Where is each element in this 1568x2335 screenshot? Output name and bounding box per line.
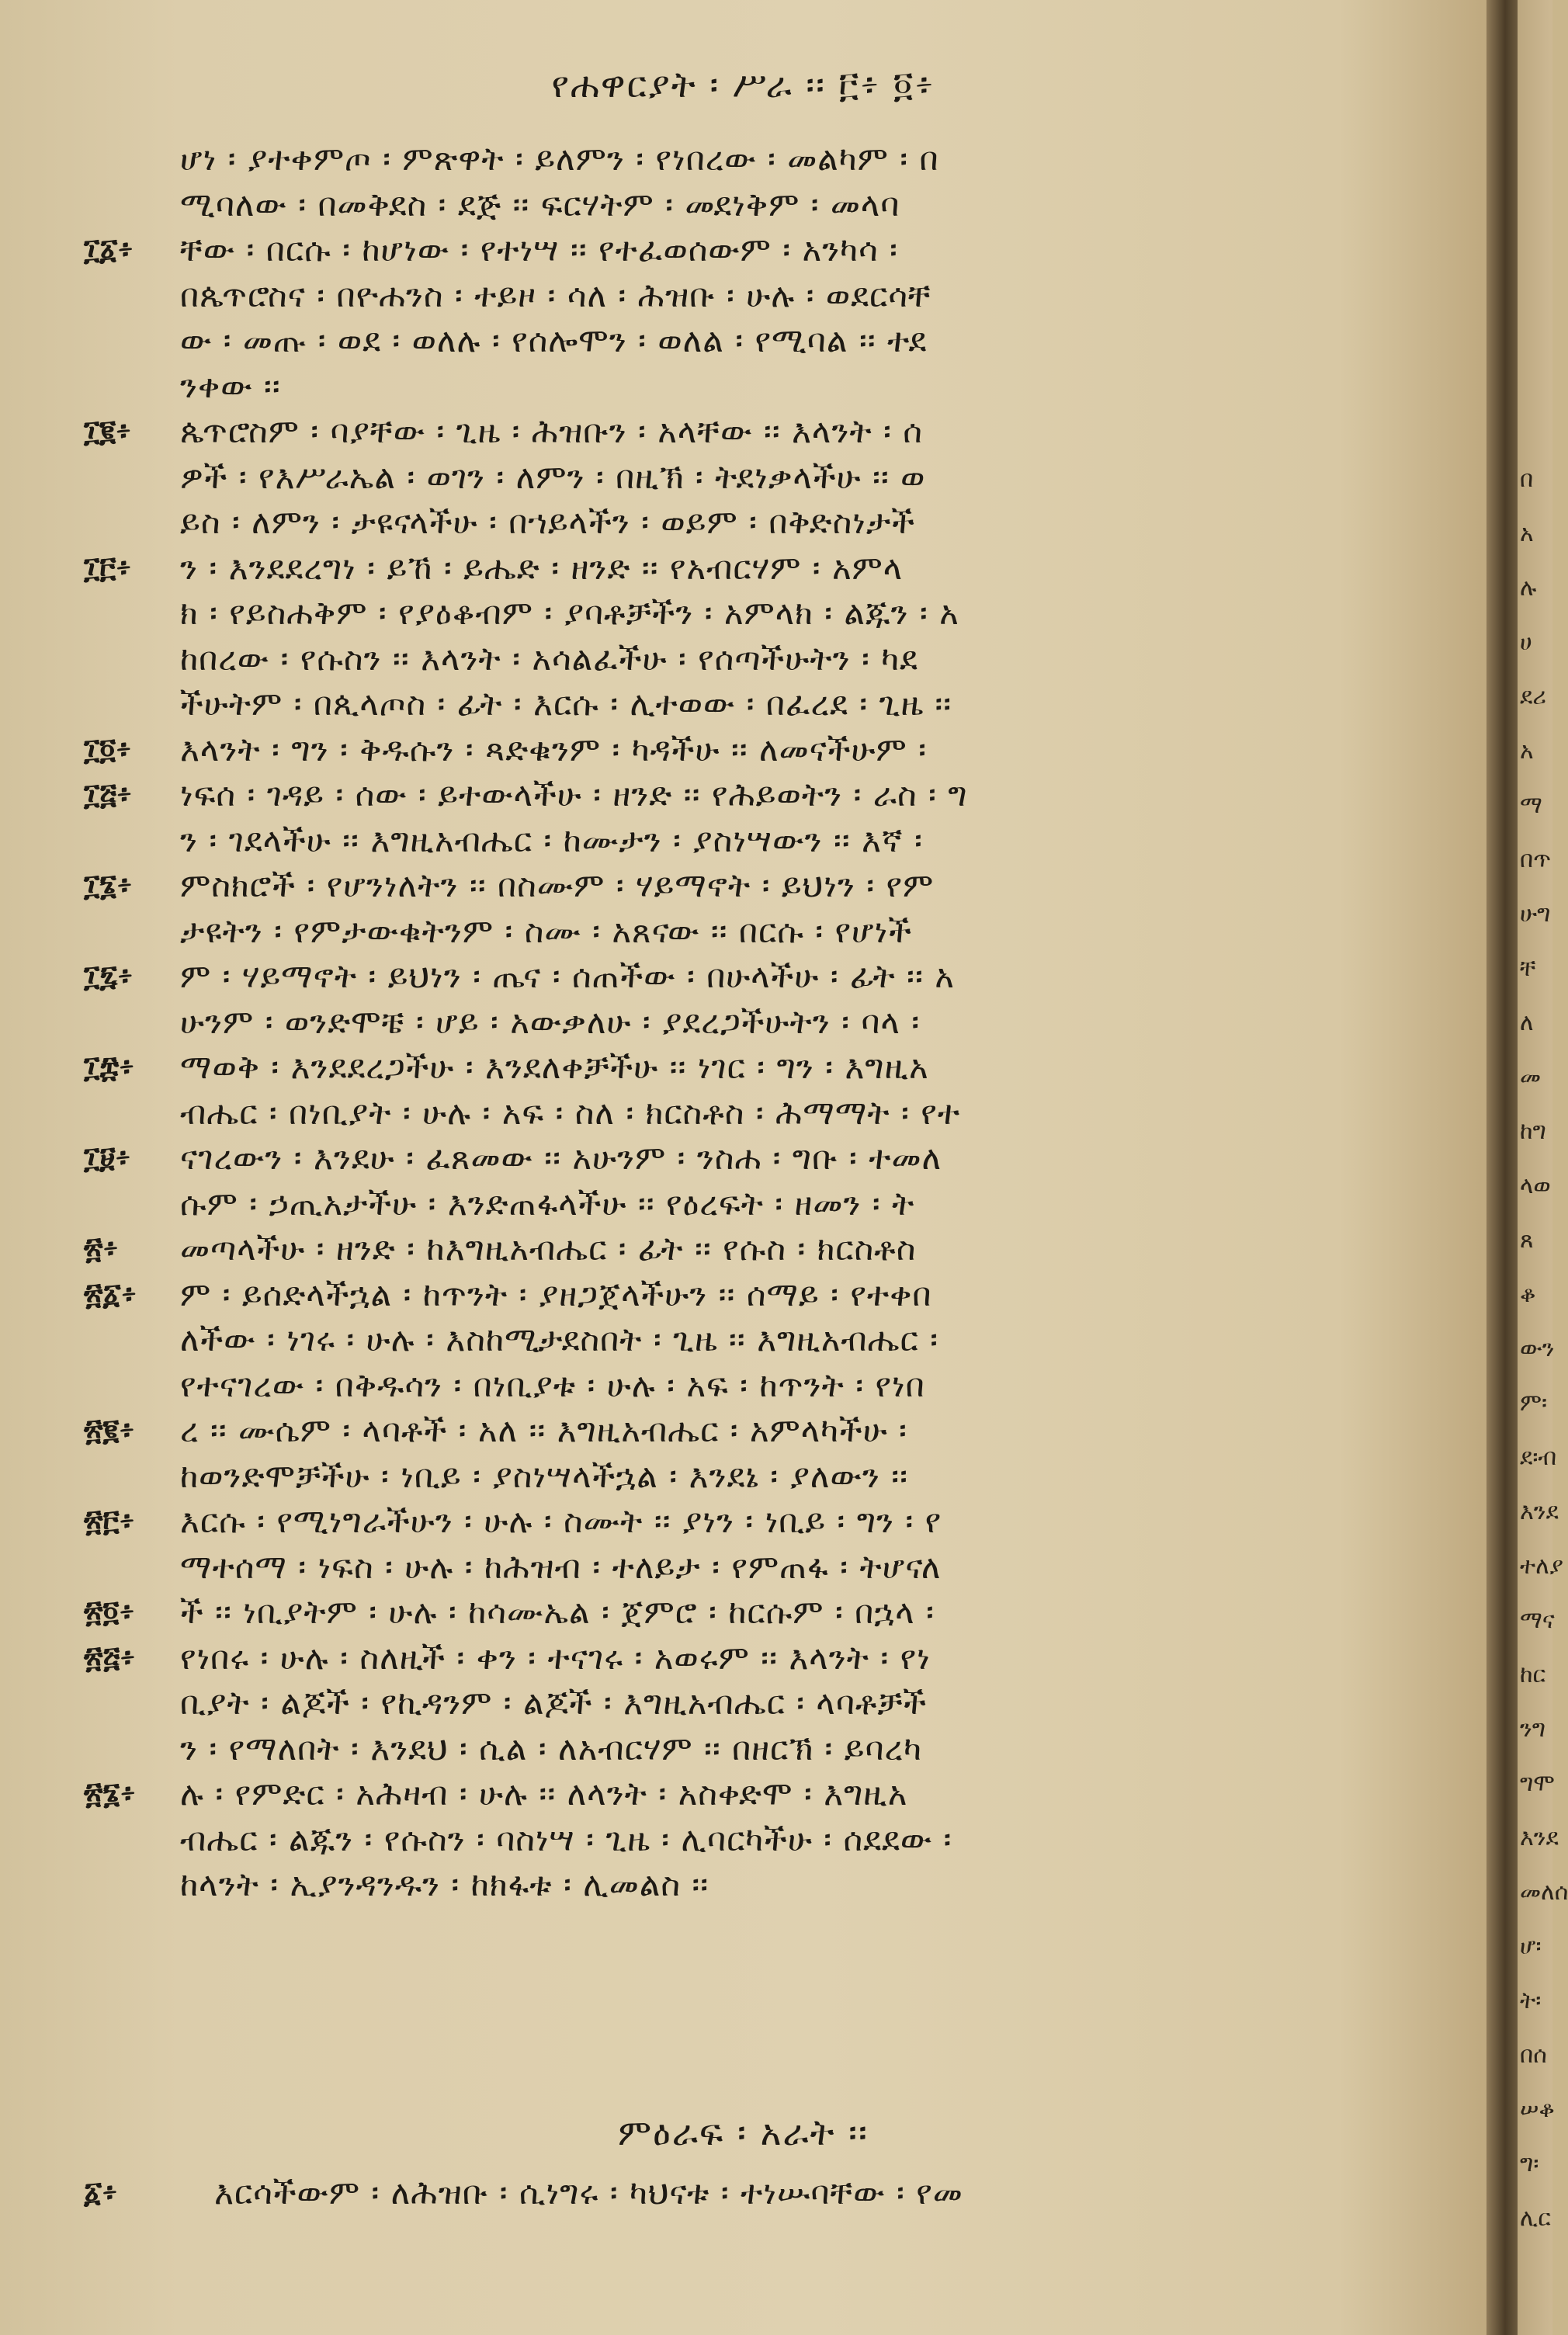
verse-number: ፳፬፥ bbox=[84, 1594, 135, 1629]
facing-page-fragment: ቸ bbox=[1520, 955, 1536, 982]
text-line bbox=[0, 594, 1486, 640]
facing-page-fragment: ማ bbox=[1520, 792, 1542, 819]
facing-page-fragment: በጥ bbox=[1520, 846, 1552, 873]
text-line bbox=[0, 1502, 1486, 1548]
text-line bbox=[0, 957, 1486, 1003]
line-text: ማተሰማ ፡ ነፍስ ፡ ሁሉ ፡ ከሕዝብ ፡ ተለይታ ፡ የምጠፋ ፡ ትሆናለ bbox=[180, 1547, 942, 1586]
line-text: ከወንድሞቻችሁ ፡ ነቢይ ፡ ያስነሣላችኋል ፡ እንደኔ ፡ ያለውን ፡፡ bbox=[180, 1456, 909, 1495]
facing-page-fragment: ግሞ bbox=[1520, 1770, 1555, 1797]
facing-page-fragment: መለሰ bbox=[1520, 1879, 1568, 1906]
verse-number: ፳፩፥ bbox=[84, 1276, 137, 1311]
facing-page-fragment: ውን bbox=[1520, 1335, 1555, 1362]
facing-page-fragment: በሰ bbox=[1520, 2042, 1547, 2069]
facing-page-fragment: ላወ bbox=[1520, 1172, 1551, 1199]
text-line bbox=[0, 1139, 1486, 1185]
text-line bbox=[0, 412, 1486, 458]
verse-number: ፲፮፥ bbox=[84, 868, 133, 902]
text-line bbox=[0, 186, 1486, 231]
verse-number: ፲፪፥ bbox=[84, 414, 132, 448]
line-text: የነበሩ ፡ ሁሉ ፡ ስለዚች ፡ ቀን ፡ ተናገሩ ፡ አወሩም ፡፡ እላንት ፡ የነ bbox=[180, 1638, 931, 1677]
facing-page-fragment: ከር bbox=[1520, 1661, 1546, 1688]
verse-number: ፳፪፥ bbox=[84, 1413, 135, 1447]
text-line bbox=[0, 912, 1486, 958]
line-text: ይስ ፡ ለምን ፡ ታዩናላችሁ ፡ በኀይላችን ፡ ወይም ፡ በቅድስነታች bbox=[180, 503, 916, 541]
text-block bbox=[0, 140, 1486, 1911]
text-line bbox=[0, 775, 1486, 821]
facing-page-fragment: ተለያ bbox=[1520, 1553, 1563, 1580]
line-text: ው ፡ መጡ ፡ ወደ ፡ ወለሉ ፡ የሰሎሞን ፡ ወለል ፡ የሚባል ፡፡ ተደ bbox=[180, 321, 928, 359]
facing-page-fragment: ንግ bbox=[1520, 1716, 1546, 1743]
line-text: ማወቅ ፡ እንደደረጋችሁ ፡ እንደለቀቻችሁ ፡፡ ነገር ፡ ግን ፡ እግዚአ bbox=[180, 1048, 929, 1086]
text-line bbox=[0, 1457, 1486, 1503]
line-text: ን ፡ እንደደረግነ ፡ ይኸ ፡ ይሔድ ፡ ዘንድ ፡፡ የአብርሃም ፡ አምላ bbox=[180, 548, 904, 587]
final-verse-line bbox=[0, 2174, 1486, 2220]
text-line bbox=[0, 730, 1486, 776]
text-line bbox=[0, 503, 1486, 549]
text-line bbox=[0, 367, 1486, 413]
facing-page-fragment: ሀ bbox=[1520, 629, 1532, 656]
text-line bbox=[0, 1003, 1486, 1049]
text-line bbox=[0, 321, 1486, 367]
line-text: ብሔር ፡ በነቢያት ፡ ሁሉ ፡ አፍ ፡ ስለ ፡ ክርስቶስ ፡ ሕማማት ፡ የተ bbox=[180, 1093, 961, 1132]
line-text: ክ ፡ የይስሐቅም ፡ የያዕቆብም ፡ ያባቶቻችን ፡ አምላክ ፡ ልጁን ፡ አ bbox=[180, 594, 959, 632]
running-head: የሐዋርያት ፡ ሥራ ፡፡ ፫፥ ፬፥ bbox=[551, 64, 935, 106]
facing-page-fragment: ጸ bbox=[1520, 1226, 1534, 1254]
facing-page-fragment: ማና bbox=[1520, 1607, 1555, 1634]
facing-page-fragment: ቆ bbox=[1520, 1281, 1536, 1308]
text-line bbox=[0, 1366, 1486, 1412]
line-text: ቢያት ፡ ልጆች ፡ የኪዳንም ፡ ልጆች ፡ እግዚአብሔር ፡ ላባቶቻች bbox=[180, 1684, 928, 1722]
line-text: ንቀው ፡፡ bbox=[180, 366, 281, 405]
text-line bbox=[0, 1048, 1486, 1094]
facing-page-fragment: በ bbox=[1520, 466, 1534, 493]
facing-page-fragment: ግ፡ bbox=[1520, 2150, 1539, 2177]
text-line bbox=[0, 1185, 1486, 1230]
text-line bbox=[0, 140, 1486, 186]
text-line bbox=[0, 1820, 1486, 1866]
verse-number: ፲፱፥ bbox=[84, 1140, 131, 1174]
facing-page-fragment: ደሪ bbox=[1520, 683, 1546, 710]
text-line bbox=[0, 276, 1486, 322]
line-text: የተናገረው ፡ በቅዱሳን ፡ በነቢያቱ ፡ ሁሉ ፡ አፍ ፡ ከጥንት ፡ የነበ bbox=[180, 1365, 925, 1404]
line-text: እርሱ ፡ የሚነግራችሁን ፡ ሁሉ ፡ ስሙት ፡፡ ያነን ፡ ነቢይ ፡ ግን ፡ የ bbox=[180, 1502, 942, 1540]
line-text: ከላንት ፡ ኢያንዳንዱን ፡ ከክፋቱ ፡ ሊመልስ ፡፡ bbox=[180, 1865, 709, 1903]
facing-page-edge bbox=[1518, 0, 1552, 2335]
verse-number: ፳፭፥ bbox=[84, 1639, 136, 1674]
line-text: ሱም ፡ ኃጢአታችሁ ፡ እንድጠፋላችሁ ፡፡ የዕረፍት ፡ ዘመን ፡ ት bbox=[180, 1184, 915, 1223]
verse-number: ፩፥ bbox=[84, 2175, 118, 2209]
line-text: ጴጥሮስም ፡ ባያቸው ፡ ጊዜ ፡ ሕዝቡን ፡ አላቸው ፡፡ እላንት ፡ ሰ bbox=[180, 412, 923, 450]
text-line bbox=[0, 1275, 1486, 1321]
line-text: ነፍሰ ፡ ገዳይ ፡ ሰው ፡ ይተውላችሁ ፡ ዘንድ ፡፡ የሕይወትን ፡ ራስ ፡ ግ bbox=[180, 775, 968, 814]
verse-number: ፲፭፥ bbox=[84, 777, 133, 811]
text-line bbox=[0, 231, 1486, 276]
text-line bbox=[0, 1865, 1486, 1911]
text-line bbox=[0, 1411, 1486, 1457]
facing-page-fragment: ለ bbox=[1520, 1009, 1534, 1036]
line-text: ም ፡ ሃይማኖት ፡ ይህነን ፡ ጤና ፡ ሰጠችው ፡ በሁላችሁ ፡ ፊት ፡፡ አ bbox=[180, 957, 955, 995]
line-text: ምስክሮች ፡ የሆንነለትን ፡፡ በስሙም ፡ ሃይማኖት ፡ ይህነን ፡ የም bbox=[180, 866, 935, 904]
text-line bbox=[0, 685, 1486, 730]
facing-page-fragment: እንደ bbox=[1520, 1498, 1559, 1525]
text-line bbox=[0, 1775, 1486, 1820]
verse-number: ፲፬፥ bbox=[84, 731, 132, 766]
line-text: ሚባለው ፡ በመቅደስ ፡ ደጅ ፡፡ ፍርሃትም ፡ መደነቅም ፡ መላባ bbox=[180, 185, 900, 224]
line-text: እላንት ፡ ግን ፡ ቅዱሱን ፡ ጻድቁንም ፡ ካዳችሁ ፡፡ ለመናችሁም ፡ bbox=[180, 730, 928, 769]
line-text: ም ፡ ይሰድላችኋል ፡ ከጥንት ፡ ያዘጋጀላችሁን ፡፡ ሰማይ ፡ የተቀበ bbox=[180, 1275, 932, 1313]
line-text: ን ፡ ገደላችሁ ፡፡ እግዚአብሔር ፡ ከሙታን ፡ ያስነሣውን ፡፡ እኛ ፡ bbox=[180, 821, 923, 859]
facing-page-fragment: ደ፡ብ bbox=[1520, 1444, 1557, 1471]
facing-page-fragment: አ bbox=[1520, 737, 1534, 765]
line-text: መጣላችሁ ፡ ዘንድ ፡ ከእግዚአብሔር ፡ ፊት ፡፡ የሱስ ፡ ክርስቶስ bbox=[180, 1230, 917, 1268]
facing-page-fragment: ት፡ bbox=[1520, 1987, 1542, 2014]
line-text: በጴጥሮስና ፡ በዮሐንስ ፡ ተይዞ ፡ ሳለ ፡ ሕዝቡ ፡ ሁሉ ፡ ወደርሳቸ bbox=[180, 276, 931, 314]
line-text: ለችው ፡ ነገሩ ፡ ሁሉ ፡ እስከሚታደስበት ፡ ጊዜ ፡፡ እግዚአብሔር ፡ bbox=[180, 1320, 939, 1358]
text-line bbox=[0, 1230, 1486, 1275]
line-text: ታዩትን ፡ የምታውቁትንም ፡ ስሙ ፡ አጸናው ፡፡ በርሱ ፡ የሆነች bbox=[180, 911, 913, 950]
line-text: ች ፡፡ ነቢያትም ፡ ሁሉ ፡ ከሳሙኤል ፡ ጀምሮ ፡ ከርሱም ፡ በኋላ ፡ bbox=[180, 1593, 935, 1631]
verse-number: ፲፰፥ bbox=[84, 1050, 135, 1084]
text-line bbox=[0, 1593, 1486, 1639]
facing-page-fragment: ሁግ bbox=[1520, 900, 1551, 928]
verse-text: እርሳችውም ፡ ለሕዝቡ ፡ ሲነግሩ ፡ ካህናቱ ፡ ተነሡባቸው ፡ የመ bbox=[214, 2174, 963, 2212]
line-text: ዎች ፡ የእሥራኤል ፡ ወገን ፡ ለምን ፡ በዚኽ ፡ ትደነቃላችሁ ፡፡ ወ bbox=[180, 457, 926, 496]
text-line bbox=[0, 640, 1486, 685]
line-text: ብሔር ፡ ልጁን ፡ የሱስን ፡ ባስነሣ ፡ ጊዜ ፡ ሊባርካችሁ ፡ ሰደደው ፡ bbox=[180, 1820, 952, 1858]
facing-page-fragment: ሆ፡ bbox=[1520, 1933, 1542, 1960]
text-line bbox=[0, 1730, 1486, 1775]
line-text: ከበረው ፡ የሱስን ፡፡ እላንት ፡ አሳልፈችሁ ፡ የሰጣችሁትን ፡ ካደ bbox=[180, 639, 918, 678]
line-text: ሁንም ፡ ወንድሞቼ ፡ ሆይ ፡ አውቃለሁ ፡ ያደረጋችሁትን ፡ ባላ ፡ bbox=[180, 1002, 921, 1041]
text-line bbox=[0, 1639, 1486, 1684]
text-line bbox=[0, 1094, 1486, 1140]
book-gutter bbox=[1486, 0, 1518, 2335]
facing-page-fragment: ከግ bbox=[1520, 1118, 1546, 1145]
facing-page-fragment: ሠቆ bbox=[1520, 2096, 1555, 2123]
facing-page-fragment: ሉ bbox=[1520, 574, 1537, 602]
text-line bbox=[0, 1320, 1486, 1366]
line-text: ረ ፡፡ ሙሴም ፡ ላባቶች ፡ አለ ፡፡ እግዚአብሔር ፡ አምላካችሁ ፡ bbox=[180, 1411, 907, 1449]
verse-number: ፲፩፥ bbox=[84, 232, 134, 266]
verse-number: ፲፫፥ bbox=[84, 550, 132, 585]
line-text: ችሁትም ፡ በጲላጦስ ፡ ፊት ፡ እርሱ ፡ ሊተወው ፡ በፈረደ ፡ ጊዜ ፡፡ bbox=[180, 685, 952, 723]
verse-number: ፳፮፥ bbox=[84, 1776, 136, 1810]
text-line bbox=[0, 549, 1486, 595]
line-text: ቸው ፡ በርሱ ፡ ከሆነው ፡ የተነሣ ፡፡ የተፈወሰውም ፡ አንካሳ ፡ bbox=[180, 231, 898, 269]
line-text: ናገረውን ፡ እንደሁ ፡ ፈጸመው ፡፡ አሁንም ፡ ንስሐ ፡ ግቡ ፡ ተመለ bbox=[180, 1139, 942, 1177]
verse-number: ፲፯፥ bbox=[84, 959, 134, 993]
text-line bbox=[0, 458, 1486, 504]
text-line bbox=[0, 821, 1486, 867]
text-line bbox=[0, 1684, 1486, 1730]
verse-number: ፳፫፥ bbox=[84, 1504, 135, 1538]
facing-page-fragment: መ bbox=[1520, 1063, 1542, 1091]
text-line bbox=[0, 866, 1486, 912]
verse-number: ፳፥ bbox=[84, 1231, 119, 1265]
facing-page-fragment: ም፡ bbox=[1520, 1390, 1548, 1417]
line-text: ን ፡ የማለበት ፡ እንደህ ፡ ሲል ፡ ለአብርሃም ፡፡ በዘርኽ ፡ ይባረካ bbox=[180, 1729, 922, 1768]
text-line bbox=[0, 1548, 1486, 1594]
line-text: ሉ ፡ የምድር ፡ አሕዛብ ፡ ሁሉ ፡፡ ለላንት ፡ አስቀድሞ ፡ እግዚአ bbox=[180, 1775, 908, 1813]
chapter-heading: ምዕራፍ ፡ አራት ፡፡ bbox=[618, 2111, 869, 2153]
facing-page-fragment: ሊር bbox=[1520, 2205, 1551, 2232]
facing-page-fragment: እንደ bbox=[1520, 1824, 1559, 1851]
facing-page-fragment: አ bbox=[1520, 520, 1534, 547]
line-text: ሆነ ፡ ያተቀምጦ ፡ ምጽዋት ፡ ይለምን ፡ የነበረው ፡ መልካም ፡ በ bbox=[180, 140, 939, 178]
